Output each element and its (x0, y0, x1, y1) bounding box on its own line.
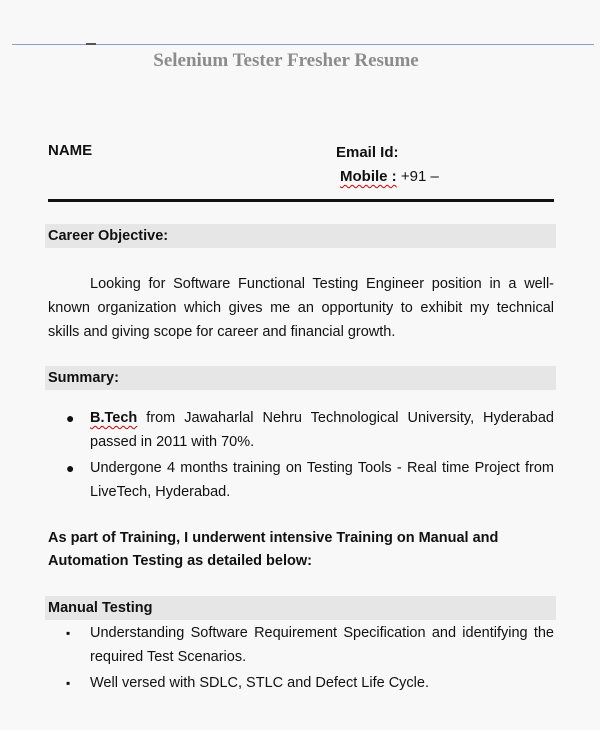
manual-testing-item (48, 621, 554, 669)
bullet-dot-icon: ● (66, 460, 75, 476)
manual-testing-list (48, 621, 554, 697)
summary-heading: Summary: (48, 370, 119, 386)
header-divider (48, 199, 554, 202)
mobile-line (340, 168, 439, 185)
mobile-label: Mobile : (340, 168, 397, 185)
manual-testing-bar (45, 596, 556, 620)
career-objective-text: Looking for Software Functional Testing Engineer position in a well-known organization which gives me an opportunity to exhibit my technical skills and giving scope for career and financial growth. (48, 276, 554, 340)
bullet-dot-icon: ● (66, 410, 75, 426)
career-objective-bar (45, 224, 556, 248)
manual-testing-heading: Manual Testing (48, 600, 153, 616)
top-rule-mark (86, 43, 96, 45)
bullet-square-icon: ▪ (66, 626, 71, 640)
document-title: Selenium Tester Fresher Resume (153, 50, 419, 71)
summary-item-text: Undergone 4 months training on Testing Tools - Real time Project from LiveTech, Hyderabad. (90, 460, 554, 500)
summary-item (48, 456, 554, 504)
summary-list (48, 406, 554, 506)
bullet-square-icon: ▪ (66, 676, 71, 690)
summary-item-text: from Jawaharlal Nehru Technological University, Hyderabad passed in 2011 with 70%. (90, 410, 554, 450)
mobile-value: +91 – (396, 168, 439, 185)
summary-bar (45, 366, 556, 390)
name-label: NAME (48, 142, 93, 159)
manual-testing-item (48, 671, 554, 695)
top-rule (12, 44, 594, 45)
summary-item (48, 406, 554, 454)
manual-testing-item-text: Well versed with SDLC, STLC and Defect Life Cycle. (90, 675, 430, 691)
training-heading: As part of Training, I underwent intensive Training on Manual and Automation Testing as detailed below: (48, 530, 499, 569)
career-objective-heading: Career Objective: (48, 228, 169, 244)
manual-testing-item-text: Understanding Software Requirement Specification and identifying the required Test Scenarios. (90, 625, 554, 665)
summary-item-bold: B.Tech (90, 410, 138, 426)
email-label: Email Id: (336, 144, 399, 161)
